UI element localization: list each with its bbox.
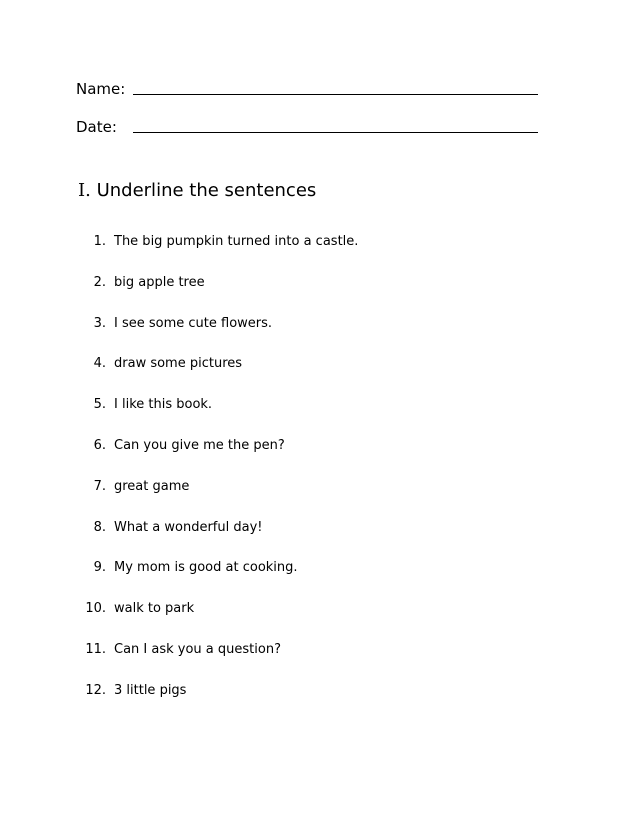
section-heading — [78, 180, 316, 202]
sentence-number: 4. — [93, 356, 106, 372]
sentence-number: 12. — [85, 682, 106, 698]
sentence-item — [0, 559, 638, 577]
sentence-text[interactable]: 3 little pigs — [114, 682, 187, 698]
sentence-number: 7. — [93, 478, 106, 494]
sentence-item — [0, 519, 638, 537]
name-label: Name: — [76, 80, 126, 98]
sentence-text[interactable]: draw some pictures — [114, 356, 243, 372]
sentence-text[interactable]: walk to park — [114, 601, 195, 617]
sentence-item — [0, 641, 638, 659]
sentence-text[interactable]: Can you give me the pen? — [114, 438, 285, 453]
sentence-item — [0, 315, 638, 333]
sentence-text[interactable]: What a wonderful day! — [114, 519, 263, 535]
name-blank-line[interactable] — [133, 94, 538, 95]
sentence-item — [0, 274, 638, 292]
sentence-item — [0, 355, 638, 373]
sentence-number: 1. — [93, 234, 106, 249]
section-number: I. — [78, 180, 91, 201]
sentence-item — [0, 682, 638, 700]
section-title: Underline the sentences — [96, 180, 317, 201]
sentence-text[interactable]: Can I ask you a question? — [114, 642, 281, 657]
sentence-text[interactable]: I see some cute flowers. — [114, 315, 273, 331]
date-field — [76, 118, 117, 136]
sentence-text[interactable]: big apple tree — [114, 274, 205, 290]
date-blank-line[interactable] — [133, 132, 538, 133]
date-label: Date: — [76, 118, 117, 136]
sentence-item — [0, 437, 638, 455]
sentence-number: 6. — [93, 438, 106, 453]
sentence-number: 11. — [85, 642, 106, 657]
sentence-item — [0, 478, 638, 496]
sentence-number: 10. — [85, 601, 106, 617]
sentence-number: 3. — [93, 315, 106, 331]
name-field — [76, 80, 125, 98]
sentence-number: 2. — [93, 274, 106, 290]
sentence-text[interactable]: I like this book. — [114, 397, 213, 413]
sentence-number: 8. — [93, 519, 106, 535]
sentence-text[interactable]: The big pumpkin turned into a castle. — [114, 234, 359, 249]
sentence-item — [0, 233, 638, 251]
sentence-item — [0, 600, 638, 618]
sentence-item — [0, 396, 638, 414]
sentence-number: 5. — [93, 397, 106, 413]
sentence-number: 9. — [93, 560, 106, 576]
sentence-text[interactable]: great game — [114, 478, 190, 494]
sentence-text[interactable]: My mom is good at cooking. — [114, 560, 298, 576]
